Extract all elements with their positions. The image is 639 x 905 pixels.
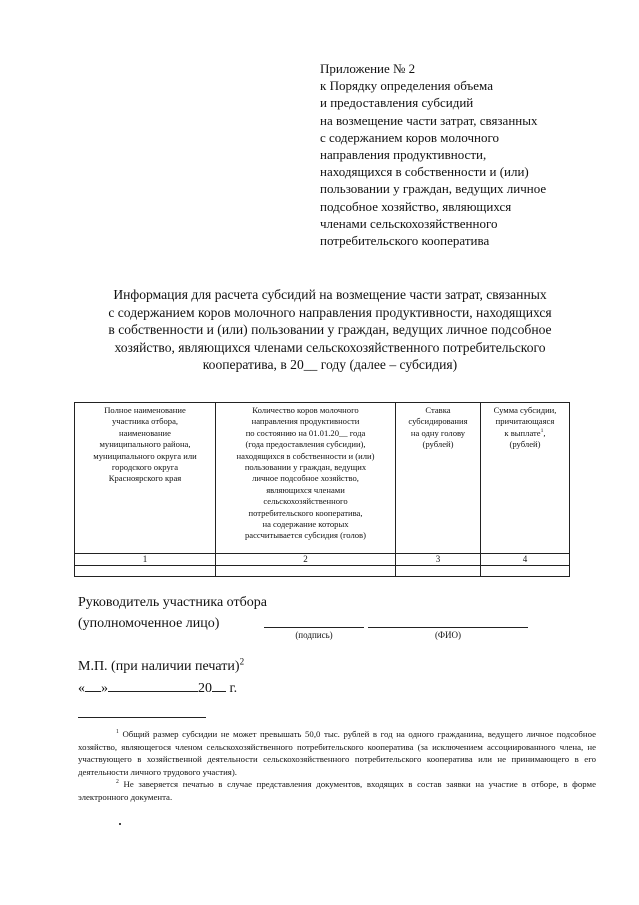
- header-text-line: по состоянию на 01.01.20__ года: [245, 427, 366, 438]
- table-data-row: [75, 566, 570, 577]
- header-text-line: являющихся членами: [266, 484, 345, 495]
- date-line: [78, 677, 244, 699]
- table-cell[interactable]: [216, 566, 396, 577]
- header-text-line: личное подсобное хозяйство,: [252, 473, 359, 484]
- signature-caption: (подпись): [295, 630, 333, 640]
- title-line: с содержанием коров молочного направления продуктивности, находящихся: [108, 304, 552, 320]
- title-line: кооператива, в 20__ году (далее – субсидия): [202, 357, 458, 373]
- header-text-line: городского округа: [111, 462, 179, 473]
- name-line[interactable]: [368, 627, 528, 628]
- header-text-line: сельскохозяйственного: [263, 496, 348, 507]
- header-text-line: на содержание которых: [262, 519, 349, 530]
- header-text-line: Сумма субсидии,: [493, 405, 557, 415]
- footnote-text: Общий размер субсидии не может превышать 50,0 тыс. рублей в год на одного гражданина, ведущего личное подсобное хозяйство, являющегося членом сельскохозяйственного потребительского кооператива (за исключением ассоциированного члена, не участвующего в хозяйственной деятельности сельскохозяйственного потребительского кооператива или не принимающего в его деятельности личного трудового участия).: [78, 729, 596, 777]
- column-number: 3: [396, 554, 481, 566]
- document-title: [60, 286, 600, 374]
- header-text-line: (рублей): [422, 439, 454, 450]
- footnote-ref-2: 2: [239, 656, 245, 667]
- date-suffix: г.: [226, 681, 238, 696]
- appendix-line: членами сельскохозяйственного: [320, 215, 498, 231]
- table-header-row: [75, 403, 570, 554]
- date-quote-close: »: [101, 681, 108, 696]
- appendix-line: потребительского кооператива: [320, 233, 490, 249]
- stamp-text: М.П. (при наличии печати): [78, 659, 240, 674]
- footnote-mark: 2: [116, 779, 119, 786]
- appendix-line: находящихся в собственности и (или): [320, 164, 529, 180]
- signature-line[interactable]: [264, 627, 364, 628]
- header-text-line: (рублей): [509, 439, 541, 450]
- header-text-fragment: ,: [543, 427, 546, 438]
- title-line: в собственности и (или) пользовании у граждан, ведущих личное подсобное: [108, 322, 552, 338]
- footnotes: [78, 728, 596, 804]
- header-text-line: находящихся в собственности и (или): [236, 450, 375, 461]
- date-month-field[interactable]: [108, 677, 198, 692]
- signature-block: [78, 592, 267, 634]
- column-number: 4: [481, 554, 570, 566]
- header-text-line: наименование: [119, 427, 171, 438]
- signature-role-line1: Руководитель участника отбора: [78, 595, 267, 610]
- name-caption: (ФИО): [434, 630, 462, 640]
- table-cell[interactable]: [396, 566, 481, 577]
- appendix-header: [320, 60, 620, 249]
- table-cell[interactable]: [75, 566, 216, 577]
- header-text-line: Полное наименование: [104, 405, 186, 415]
- appendix-line: с содержанием коров молочного: [320, 129, 499, 145]
- header-text-line: Количество коров молочного: [252, 405, 359, 415]
- header-text-line: пользовании у граждан, ведущих: [244, 462, 367, 473]
- appendix-line: подсобное хозяйство, являющихся: [320, 198, 512, 214]
- title-line: хозяйство, являющихся членами сельскохозяйственного потребительского: [114, 339, 546, 355]
- date-day-field[interactable]: [85, 677, 101, 692]
- header-text-line: причитающаяся: [495, 416, 555, 427]
- header-text-fragment: к выплате: [504, 427, 541, 438]
- header-subsidy-amount: [481, 403, 570, 554]
- footnote-text: Не заверяется печатью в случае представления документов, входящих в состав заявки на участие в отборе, в форме электронного документа.: [78, 779, 596, 802]
- header-text-line: (года предоставления субсидии),: [245, 439, 366, 450]
- header-text-line: направления продуктивности: [251, 416, 360, 427]
- header-participant-name: [75, 403, 216, 554]
- footnote-mark: 1: [116, 729, 119, 736]
- header-text-line: субсидирования: [408, 416, 468, 427]
- column-number: 1: [75, 554, 216, 566]
- stamp-block: [78, 656, 244, 699]
- header-text-line: Красноярского края: [108, 473, 182, 484]
- date-quote-open: «: [78, 681, 85, 696]
- title-line: Информация для расчета субсидий на возмещение части затрат, связанных: [113, 287, 547, 302]
- table-numbers-row: [75, 554, 570, 566]
- footnote-ref-1: 1: [540, 427, 544, 434]
- appendix-line: к Порядку определения объема: [320, 78, 493, 94]
- stamp-line: [78, 656, 244, 677]
- subsidy-table: [74, 402, 570, 577]
- appendix-line: на возмещение части затрат, связанных: [320, 112, 538, 128]
- header-subsidy-rate: [396, 403, 481, 554]
- header-text-line: Ставка: [425, 405, 451, 415]
- footnote-separator: [78, 717, 206, 718]
- footnote-2: [78, 778, 596, 803]
- appendix-line: и предоставления субсидий: [320, 95, 474, 111]
- table-cell[interactable]: [481, 566, 570, 577]
- date-year-prefix: 20: [198, 681, 212, 696]
- header-cow-count: [216, 403, 396, 554]
- appendix-line: Приложение № 2: [320, 61, 416, 76]
- header-text-line: [484, 428, 566, 439]
- column-number: 2: [216, 554, 396, 566]
- header-text-line: муниципального округа или: [93, 450, 197, 461]
- scan-artifact-dot: [119, 823, 121, 825]
- signature-role-line2: (уполномоченное лицо): [78, 616, 220, 631]
- footnote-1: [78, 728, 596, 778]
- date-year-field[interactable]: [212, 677, 226, 692]
- header-text-line: муниципального района,: [99, 439, 191, 450]
- header-text-line: на одну голову: [410, 427, 466, 438]
- header-text-line: потребительского кооператива,: [248, 507, 363, 518]
- header-text-line: участника отбора,: [111, 416, 179, 427]
- appendix-line: пользовании у граждан, ведущих личное: [320, 181, 547, 197]
- header-text-line: рассчитывается субсидия (голов): [245, 530, 366, 541]
- appendix-line: направления продуктивности,: [320, 147, 487, 163]
